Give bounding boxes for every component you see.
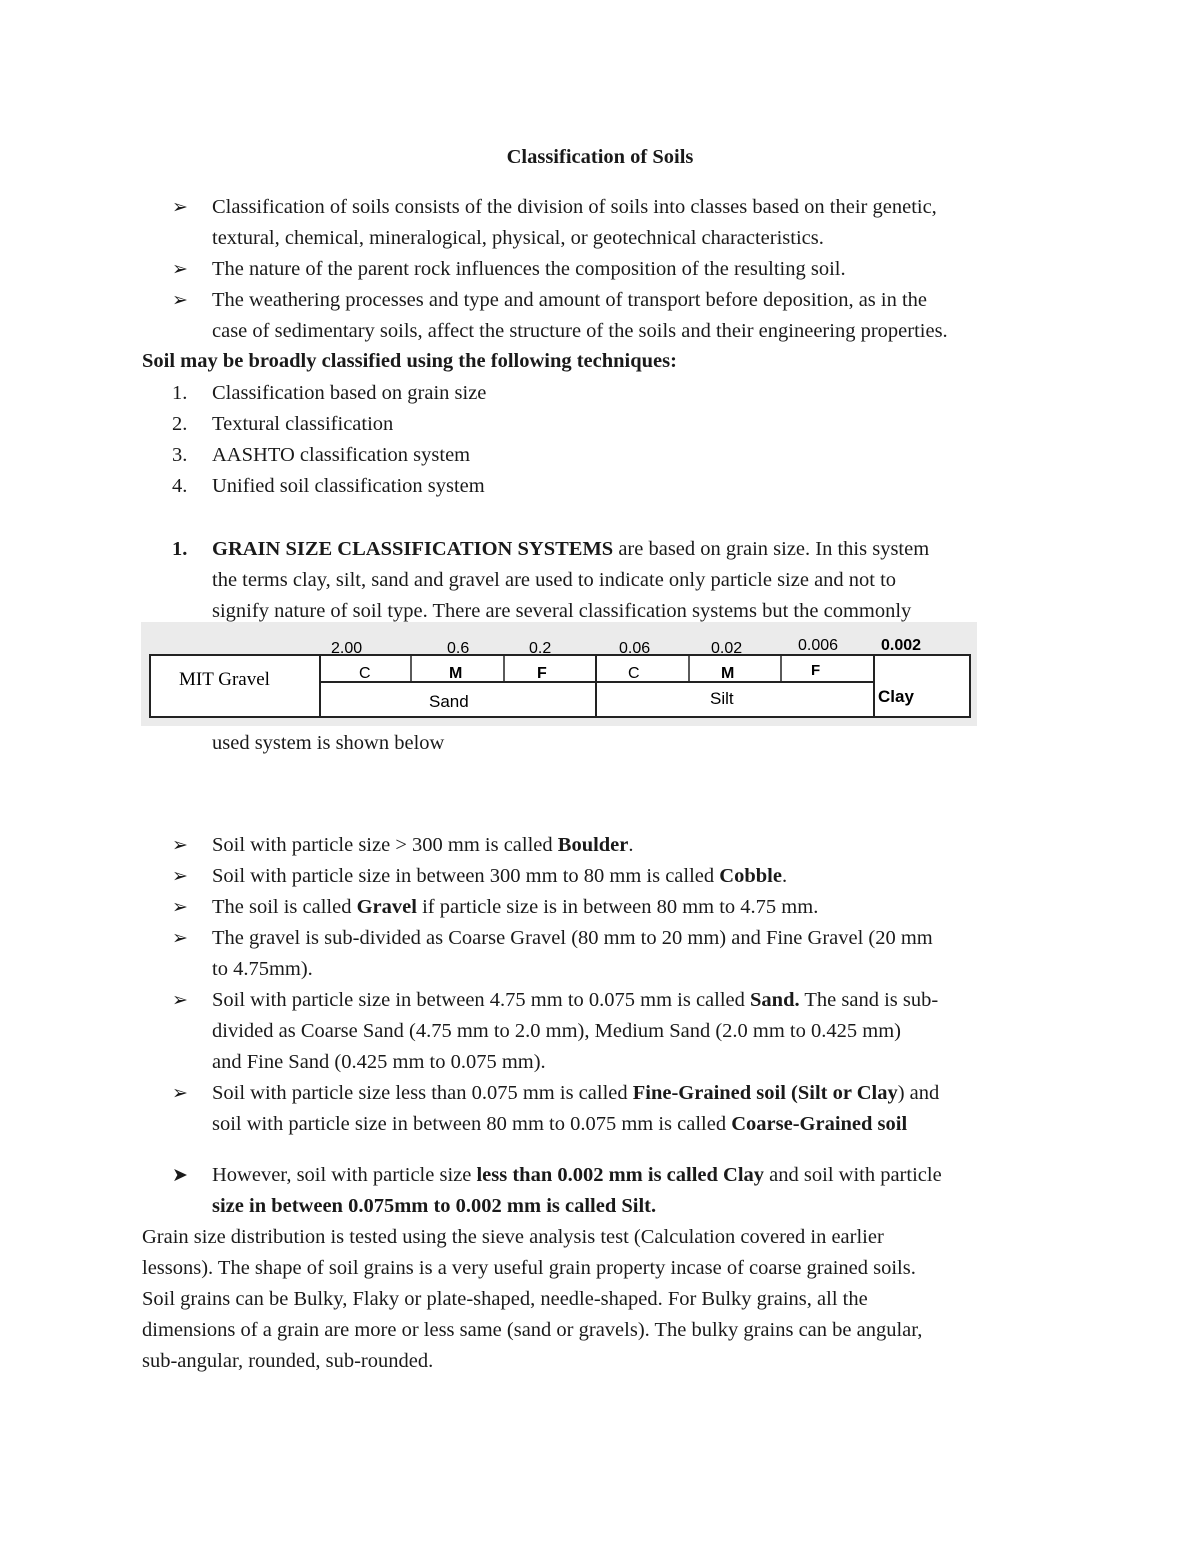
group-label: Clay [878, 687, 914, 706]
section-number: 1. [172, 538, 188, 560]
mit-chart-svg [141, 622, 977, 726]
arrow-bullet-icon: ➢ [172, 927, 188, 949]
list-item: 3. AASHTO classification system [172, 444, 471, 466]
list-item: ➢ The soil is called Gravel if particle size is in between 80 mm to 4.75 mm. [172, 892, 1062, 923]
arrow-bullet-icon: ➢ [172, 258, 188, 280]
arrow-bullet-icon: ➢ [172, 834, 188, 856]
arrow-bullet-icon: ➢ [172, 865, 188, 887]
list-item: ➢ The gravel is sub-divided as Coarse Gravel (80 mm to 20 mm) and Fine Gravel (20 mm to 4.75mm). [172, 923, 1062, 985]
subdivision-label: F [811, 662, 821, 679]
arrow-bullet-icon: ➢ [172, 896, 188, 918]
list-item: ➢ The weathering processes and type and amount of transport before deposition, as in the case of sedimentary soils, affect the structure of the soils and their engineering properties. [172, 285, 1072, 347]
list-item: ➢ Soil with particle size less than 0.075 mm is called Fine-Grained soil (Silt or Clay) and soil with particle size in between 80 mm to 0.075 mm is called Coarse-Grained soil [172, 1078, 1062, 1140]
list-item: 1. Classification based on grain size [172, 382, 487, 404]
subdivision-label: C [628, 665, 640, 682]
arrow-bullet-icon: ➢ [172, 289, 188, 311]
page-title: Classification of Soils [506, 146, 694, 168]
grain-section-line4: used system is shown below [212, 732, 445, 754]
techniques-heading: Soil may be broadly classified using the following techniques: [142, 350, 677, 372]
subdivision-label: M [449, 665, 463, 682]
arrow-bullet-icon: ➤ [172, 1164, 188, 1186]
mit-classification-figure [141, 622, 977, 726]
arrow-bullet-icon: ➢ [172, 196, 188, 218]
intro-bullet-list [172, 192, 1072, 347]
particle-size-list [172, 830, 1062, 1140]
list-item: 2. Textural classification [172, 413, 394, 435]
list-item: 4. Unified soil classification system [172, 475, 485, 497]
row-label: MIT Gravel [179, 669, 270, 690]
size-label: 0.6 [447, 640, 470, 657]
subdivision-label: M [721, 665, 735, 682]
size-label: 2.00 [331, 640, 363, 657]
section-heading: GRAIN SIZE CLASSIFICATION SYSTEMS [212, 538, 614, 560]
list-item: ➢ Soil with particle size > 300 mm is called Boulder. [172, 830, 1062, 861]
size-label: 0.006 [798, 637, 839, 654]
techniques-list [172, 378, 486, 502]
size-label: 0.2 [529, 640, 552, 657]
list-item: ➢ Classification of soils consists of the division of soils into classes based on their genetic, textural, chemical, mineralogical, physical, or geotechnical characteristics. [172, 192, 1072, 254]
group-label: Sand [429, 692, 469, 711]
size-label: 0.02 [711, 640, 743, 657]
size-label: 0.002 [881, 637, 922, 654]
subdivision-label: F [537, 665, 547, 682]
grain-size-section: 1. GRAIN SIZE CLASSIFICATION SYSTEMS are based on grain size. In this system the terms clay, silt, sand and gravel are used to indicate only particle size and not to signify nature of soil type. There are several classification systems but the commonly [172, 534, 1102, 627]
size-label: 0.06 [619, 640, 651, 657]
chart-outline [150, 655, 970, 717]
list-item: ➢ Soil with particle size in between 300 mm to 80 mm is called Cobble. [172, 861, 1062, 892]
arrow-bullet-icon: ➢ [172, 1082, 188, 1104]
list-item: ➤ However, soil with particle size less than 0.002 mm is called Clay and soil with particle size in between 0.075mm to 0.002 mm is called Silt. [172, 1160, 1062, 1222]
list-item: ➢ The nature of the parent rock influences the composition of the resulting soil. [172, 254, 1072, 285]
clay-silt-bullet [172, 1160, 1062, 1222]
list-item: ➢ Soil with particle size in between 4.75 mm to 0.075 mm is called Sand. The sand is sub- divided as Coarse Sand (4.75 mm to 2.0 mm), Medium Sand (2.0 mm to 0.425 mm) and Fine Sand (0.425 mm to 0.075 mm). [172, 985, 1062, 1078]
subdivision-label: C [359, 665, 371, 682]
arrow-bullet-icon: ➢ [172, 989, 188, 1011]
group-label: Silt [710, 689, 734, 708]
grain-shape-paragraph: Grain size distribution is tested using the sieve analysis test (Calculation covered in earlier lessons). The shape of soil grains is a very useful grain property incase of coarse grained soils. Soil grains can be Bulky, Flaky or plate-shaped, needle-shaped. For Bulky grains, all the dimensions of a grain are more or less same (sand or gravels). The bulky grains can be angular, sub-angular, rounded, sub-rounded. [142, 1226, 923, 1372]
